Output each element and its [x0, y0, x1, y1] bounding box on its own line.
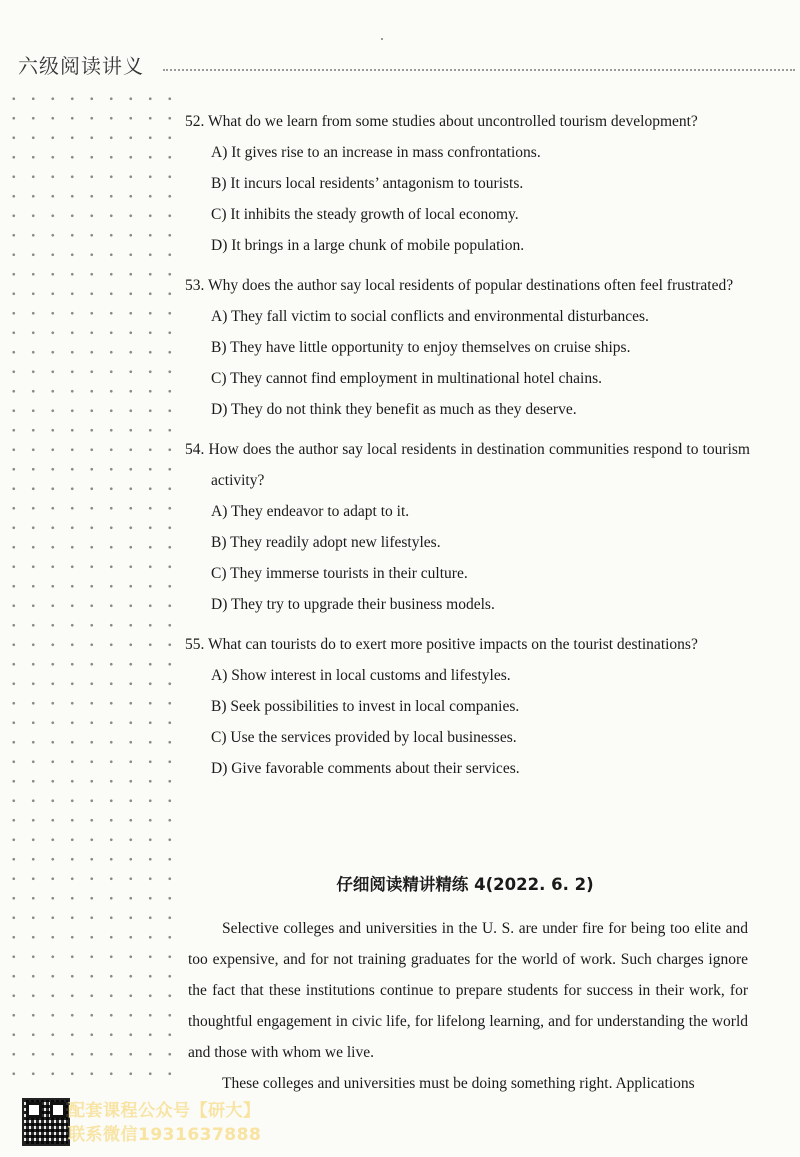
option-b: B) They readily adopt new lifestyles. [211, 534, 441, 551]
page-header-title: 六级阅读讲义 [18, 54, 144, 78]
question-52 [185, 106, 750, 261]
option-a: A) They endeavor to adapt to it. [211, 503, 410, 520]
promo-watermark [22, 1096, 322, 1148]
option-c: C) They immerse tourists in their culture. [211, 565, 468, 582]
question-stem: 55. What can tourists do to exert more positive impacts on the tourist destinations? [185, 636, 698, 653]
passage-paragraph-1: Selective colleges and universities in the U. S. are under fire for being too elite and too expensive, and for not training graduates for the world of work. Such charges ignore the fact that these institutions continue to prepare students for success in their work, for thoughtful engagement in civic life, for lifelong learning, and for understanding the world and those with whom we live. [188, 920, 748, 1061]
qr-code-icon [22, 1098, 70, 1146]
header-rule [163, 69, 795, 71]
dot-grid-margin [0, 85, 172, 1090]
option-a: A) They fall victim to social conflicts and environmental disturbances. [211, 308, 649, 325]
option-c: C) Use the services provided by local businesses. [211, 729, 517, 746]
question-54 [185, 434, 750, 620]
option-a: A) Show interest in local customs and lifestyles. [211, 667, 511, 684]
question-stem: 54. How does the author say local residents in destination communities respond to tourism activity? [185, 441, 750, 489]
section-title: 仔细阅读精讲精练 4(2022. 6. 2) [336, 875, 594, 894]
option-d: D) They do not think they benefit as much as they deserve. [211, 401, 577, 418]
option-b: B) Seek possibilities to invest in local companies. [211, 698, 520, 715]
question-53 [185, 270, 750, 425]
watermark-line-1: 配套课程公众号【研大】 [68, 1101, 261, 1121]
question-list [185, 106, 750, 793]
option-c: C) They cannot find employment in multinational hotel chains. [211, 370, 603, 387]
question-55 [185, 629, 750, 784]
option-d: D) Give favorable comments about their services. [211, 760, 520, 777]
option-b: B) They have little opportunity to enjoy themselves on cruise ships. [211, 339, 631, 356]
option-a: A) It gives rise to an increase in mass confrontations. [211, 144, 541, 161]
header-mark [381, 38, 383, 40]
option-d: D) It brings in a large chunk of mobile population. [211, 237, 525, 254]
option-d: D) They try to upgrade their business models. [211, 596, 495, 613]
question-stem: 53. Why does the author say local residents of popular destinations often feel frustrated? [185, 277, 734, 294]
question-stem: 52. What do we learn from some studies about uncontrolled tourism development? [185, 113, 698, 130]
passage-paragraph-2: These colleges and universities must be doing something right. Applications [222, 1075, 695, 1092]
watermark-line-2: 联系微信1931637888 [68, 1125, 262, 1145]
reading-passage [188, 913, 748, 1099]
option-b: B) It incurs local residents’ antagonism to tourists. [211, 175, 524, 192]
option-c: C) It inhibits the steady growth of local economy. [211, 206, 519, 223]
